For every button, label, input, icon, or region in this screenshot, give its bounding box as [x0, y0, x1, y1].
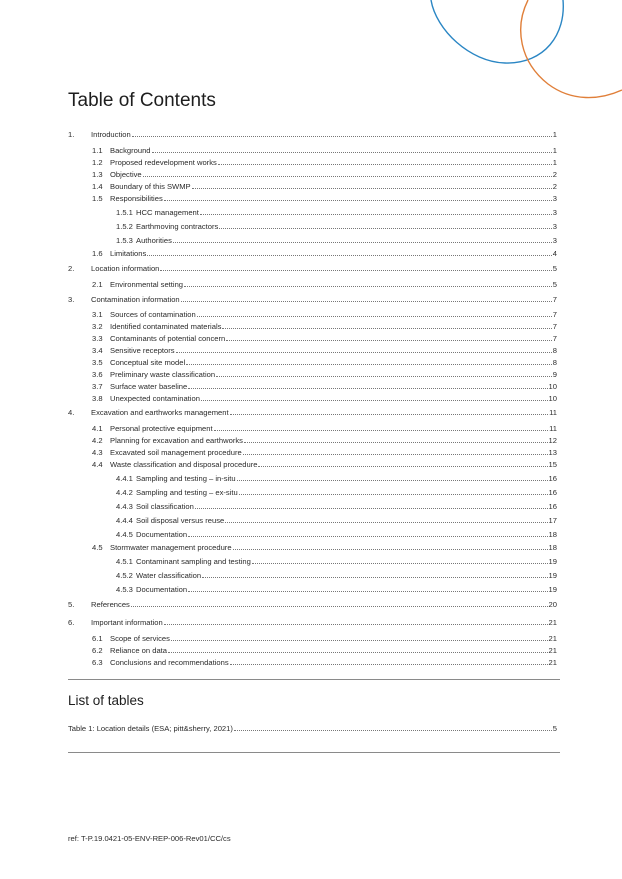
toc-entry[interactable] — [92, 194, 557, 203]
toc-entry-label: HCC management — [136, 208, 199, 217]
toc-entry[interactable] — [92, 646, 557, 655]
toc-entry-page: 7 — [552, 322, 557, 331]
toc-entry-number: 3.1 — [92, 310, 103, 319]
toc-entry-page: 11 — [549, 408, 557, 417]
toc-entry-label: Important information — [91, 618, 163, 627]
toc-entry[interactable] — [92, 460, 557, 469]
dot-leader — [239, 494, 548, 495]
toc-entry-page: 19 — [548, 557, 557, 566]
toc-entry-label: Authorities — [136, 236, 172, 245]
toc-entry[interactable] — [92, 634, 557, 643]
toc-entry-page: 8 — [552, 358, 557, 367]
toc-entry[interactable] — [116, 530, 557, 539]
toc-entry-label: Sampling and testing – in-situ — [136, 474, 236, 483]
toc-entry-page: 4 — [552, 249, 557, 258]
toc-entry-page: 21 — [548, 618, 557, 627]
toc-entry-label: Conceptual site model — [110, 358, 186, 367]
toc-entry-label: Contaminants of potential concern — [110, 334, 226, 343]
toc-entry-page: 3 — [552, 208, 557, 217]
toc-entry-number: 1.5 — [92, 194, 103, 203]
toc-entry-number: 1.5.3 — [116, 236, 133, 245]
toc-entry-number: 1.1 — [92, 146, 103, 155]
toc-entry-label: Excavated soil management procedure — [110, 448, 242, 457]
toc-entry-page: 9 — [552, 370, 557, 379]
dot-leader — [252, 563, 548, 564]
toc-entry[interactable] — [92, 358, 557, 367]
toc-entry-label: Unexpected contamination — [110, 394, 200, 403]
dot-leader — [202, 577, 547, 578]
dot-leader — [237, 480, 548, 481]
dot-leader — [184, 286, 552, 287]
dot-leader — [195, 508, 548, 509]
dot-leader — [173, 242, 552, 243]
toc-entry-label: Soil disposal versus reuse — [136, 516, 225, 525]
table-entry[interactable] — [68, 724, 557, 733]
toc-entry-number: 4.5 — [92, 543, 103, 552]
toc-entry-page: 7 — [552, 334, 557, 343]
toc-entry-number: 6.2 — [92, 646, 103, 655]
toc-entry-page: 1 — [552, 158, 557, 167]
toc-entry-number: 3. — [68, 295, 75, 304]
toc-entry-number: 6. — [68, 618, 75, 627]
toc-entry-label: Objective — [110, 170, 142, 179]
dot-leader — [188, 536, 547, 537]
toc-entry[interactable] — [92, 249, 557, 258]
toc-entry-number: 3.2 — [92, 322, 103, 331]
dot-leader — [230, 664, 548, 665]
toc-entry-number: 3.3 — [92, 334, 103, 343]
toc-entry[interactable] — [92, 158, 557, 167]
toc-entry-label: Conclusions and recommendations — [110, 658, 229, 667]
toc-entry-label: Documentation — [136, 530, 188, 539]
toc-entry-number: 6.1 — [92, 634, 103, 643]
toc-entry-number: 1.6 — [92, 249, 103, 258]
toc-entry[interactable] — [116, 502, 557, 511]
toc-entry-label: References — [91, 600, 130, 609]
toc-entry-page: 21 — [548, 634, 557, 643]
toc-entry-number: 3.5 — [92, 358, 103, 367]
toc-entry[interactable] — [92, 424, 557, 433]
dot-leader — [164, 200, 552, 201]
toc-entry-number: 4.1 — [92, 424, 103, 433]
toc-entry[interactable] — [116, 571, 557, 580]
toc-entry-number: 1.5.1 — [116, 208, 133, 217]
toc-entry-number: 3.8 — [92, 394, 103, 403]
toc-entry-number: 4.5.1 — [116, 557, 133, 566]
toc-entry-number: 4.4 — [92, 460, 103, 469]
toc-entry-number: 4.4.1 — [116, 474, 133, 483]
toc-entry-label: Location information — [91, 264, 160, 273]
dot-leader — [200, 214, 552, 215]
toc-entry-label: Preliminary waste classification — [110, 370, 216, 379]
dot-leader — [160, 270, 551, 271]
toc-entry-page: 15 — [548, 460, 557, 469]
toc-entry-label: Waste classification and disposal procedure — [110, 460, 258, 469]
page-title: Table of Contents — [68, 90, 216, 111]
dot-leader — [188, 591, 547, 592]
toc-entry-page: 17 — [548, 516, 557, 525]
dot-leader — [201, 400, 548, 401]
dot-leader — [216, 376, 552, 377]
toc-entry-label: Contamination information — [91, 295, 180, 304]
toc-entry-label: Excavation and earthworks management — [91, 408, 229, 417]
toc-entry-page: 2 — [552, 182, 557, 191]
toc-entry[interactable] — [92, 170, 557, 179]
document-reference: ref: T-P.19.0421-05-ENV-REP-006-Rev01/CC/cs — [68, 834, 231, 843]
toc-entry-page: 16 — [548, 474, 557, 483]
toc-entry[interactable] — [92, 370, 557, 379]
toc-entry-label: Environmental setting — [110, 280, 184, 289]
toc-entry[interactable] — [116, 208, 557, 217]
toc-entry-label: Sampling and testing – ex-situ — [136, 488, 238, 497]
toc-entry[interactable] — [68, 408, 557, 417]
dot-leader — [230, 414, 549, 415]
toc-entry-page: 3 — [552, 194, 557, 203]
toc-entry[interactable] — [68, 600, 557, 609]
toc-entry-label: Documentation — [136, 585, 188, 594]
toc-entry-page: 13 — [548, 448, 557, 457]
toc-entry-label: Proposed redevelopment works — [110, 158, 217, 167]
toc-entry-label: Scope of services — [110, 634, 170, 643]
toc-entry-page: 8 — [552, 346, 557, 355]
toc-entry-page: 1 — [552, 130, 557, 139]
toc-entry-label: Sensitive receptors — [110, 346, 175, 355]
toc-entry-number: 3.4 — [92, 346, 103, 355]
toc-entry-number: 4.2 — [92, 436, 103, 445]
toc-entry-page: 3 — [552, 222, 557, 231]
dot-leader — [168, 652, 548, 653]
toc-entry-page: 7 — [552, 310, 557, 319]
dot-leader — [244, 442, 548, 443]
dot-leader — [171, 640, 548, 641]
toc-entry-number: 4.3 — [92, 448, 103, 457]
toc-entry[interactable] — [92, 146, 557, 155]
toc-entry-page: 5 — [552, 264, 557, 273]
dot-leader — [147, 255, 551, 256]
toc-entry[interactable] — [116, 488, 557, 497]
toc-entry-label: Introduction — [91, 130, 131, 139]
toc-entry[interactable] — [92, 280, 557, 289]
toc-entry[interactable] — [116, 516, 557, 525]
toc-entry-number: 1.4 — [92, 182, 103, 191]
toc-entry[interactable] — [68, 130, 557, 139]
dot-leader — [233, 549, 548, 550]
dot-leader — [176, 352, 552, 353]
dot-leader — [152, 152, 552, 153]
toc-entry-label: Earthmoving contractors — [136, 222, 219, 231]
toc-entry-page: 19 — [548, 571, 557, 580]
toc-entry-page: 5 — [552, 280, 557, 289]
toc-entry[interactable] — [92, 448, 557, 457]
toc-entry-page: 11 — [549, 424, 557, 433]
dot-leader — [132, 136, 552, 137]
toc-entry-label: Background — [110, 146, 151, 155]
dot-leader — [258, 466, 547, 467]
toc-entry-number: 3.7 — [92, 382, 103, 391]
dot-leader — [188, 388, 547, 389]
toc-entry-number: 1.2 — [92, 158, 103, 167]
toc-entry-number: 1.5.2 — [116, 222, 133, 231]
table-entry-label: Table 1: Location details (ESA; pitt&sherry, 2021) — [68, 724, 233, 733]
toc-entry-page: 12 — [548, 436, 557, 445]
toc-entry[interactable] — [92, 322, 557, 331]
toc-entry-page: 21 — [548, 646, 557, 655]
dot-leader — [214, 430, 549, 431]
toc-entry-number: 4.5.3 — [116, 585, 133, 594]
dot-leader — [131, 606, 548, 607]
dot-leader — [143, 176, 552, 177]
toc-entry-page: 16 — [548, 502, 557, 511]
toc-entry-label: Reliance on data — [110, 646, 167, 655]
dot-leader — [197, 316, 552, 317]
toc-entry-page: 7 — [552, 295, 557, 304]
dot-leader — [226, 340, 552, 341]
toc-entry[interactable] — [68, 264, 557, 273]
toc-entry-number: 4. — [68, 408, 75, 417]
dot-leader — [164, 624, 548, 625]
toc-entry-number: 4.4.3 — [116, 502, 133, 511]
toc-entry-label: Contaminant sampling and testing — [136, 557, 251, 566]
dot-leader — [243, 454, 548, 455]
dot-leader — [225, 522, 547, 523]
toc-entry-number: 4.4.4 — [116, 516, 133, 525]
toc-entry-label: Personal protective equipment — [110, 424, 213, 433]
toc-entry[interactable] — [92, 346, 557, 355]
toc-entry-number: 2. — [68, 264, 75, 273]
toc-entry-page: 20 — [548, 600, 557, 609]
toc-entry-label: Boundary of this SWMP — [110, 182, 191, 191]
toc-entry[interactable] — [68, 618, 557, 627]
toc-entry-number: 1. — [68, 130, 75, 139]
toc-entry-number: 4.5.2 — [116, 571, 133, 580]
toc-entry-page: 19 — [548, 585, 557, 594]
toc-entry-number: 4.4.2 — [116, 488, 133, 497]
toc-entry[interactable] — [116, 585, 557, 594]
toc-entry-page: 16 — [548, 488, 557, 497]
toc-entry-page: 18 — [548, 530, 557, 539]
list-of-tables-heading: List of tables — [68, 693, 144, 708]
dot-leader — [222, 328, 551, 329]
toc-entry[interactable] — [92, 658, 557, 667]
toc-entry[interactable] — [92, 436, 557, 445]
toc-entry-number: 1.3 — [92, 170, 103, 179]
toc-entry-page: 18 — [548, 543, 557, 552]
toc-entry[interactable] — [92, 382, 557, 391]
toc-entry-label: Soil classification — [136, 502, 194, 511]
divider — [68, 679, 560, 680]
toc-entry-page: 21 — [548, 658, 557, 667]
dot-leader — [219, 228, 551, 229]
toc-entry-page: 1 — [552, 146, 557, 155]
toc-entry-page: 10 — [548, 394, 557, 403]
toc-entry[interactable] — [116, 222, 557, 231]
toc-entry-number: 3.6 — [92, 370, 103, 379]
toc-entry[interactable] — [116, 474, 557, 483]
toc-entry[interactable] — [116, 236, 557, 245]
toc-entry-label: Responsibilities — [110, 194, 163, 203]
dot-leader — [218, 164, 552, 165]
dot-leader — [186, 364, 552, 365]
toc-entry-label: Identified contaminated materials — [110, 322, 222, 331]
toc-entry-number: 2.1 — [92, 280, 103, 289]
toc-entry[interactable] — [116, 557, 557, 566]
toc-entry-label: Planning for excavation and earthworks — [110, 436, 243, 445]
toc-entry[interactable] — [92, 310, 557, 319]
toc-entry-label: Water classification — [136, 571, 202, 580]
toc-entry-label: Stormwater management procedure — [110, 543, 232, 552]
toc-entry-label: Sources of contamination — [110, 310, 196, 319]
toc-entry-page: 2 — [552, 170, 557, 179]
toc-entry-number: 6.3 — [92, 658, 103, 667]
toc-entry-number: 4.4.5 — [116, 530, 133, 539]
dot-leader — [234, 730, 552, 731]
toc-entry-page: 3 — [552, 236, 557, 245]
dot-leader — [181, 301, 552, 302]
toc-entry[interactable] — [92, 543, 557, 552]
divider — [68, 752, 560, 753]
toc-entry[interactable] — [68, 295, 557, 304]
toc-entry-page: 10 — [548, 382, 557, 391]
toc-entry-number: 5. — [68, 600, 75, 609]
toc-entry-label: Limitations — [110, 249, 147, 258]
toc-entry[interactable] — [92, 394, 557, 403]
toc-entry[interactable] — [92, 182, 557, 191]
toc-entry-label: Surface water baseline — [110, 382, 188, 391]
toc-entry[interactable] — [92, 334, 557, 343]
table-entry-page: 5 — [552, 724, 557, 733]
dot-leader — [192, 188, 552, 189]
